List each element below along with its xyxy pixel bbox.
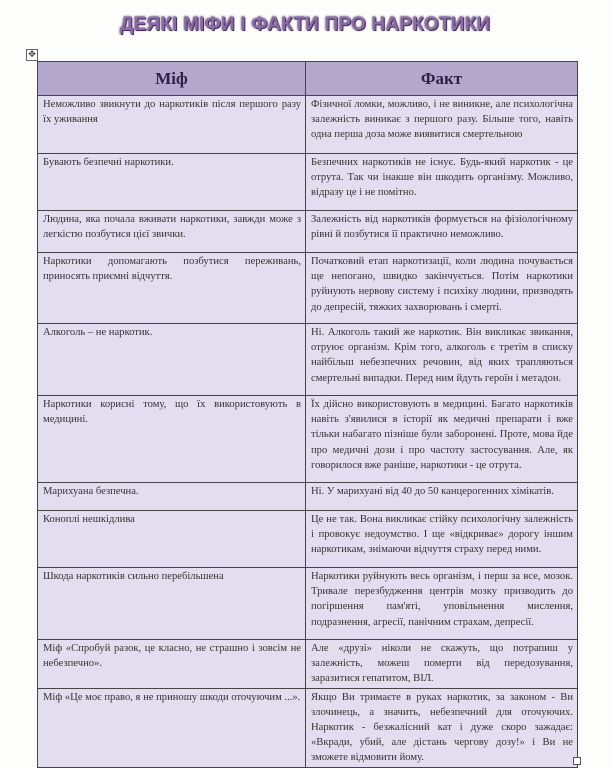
myth-cell: Коноплі нешкідлива: [38, 511, 306, 568]
move-cross-icon[interactable]: ✥: [26, 49, 38, 61]
fact-cell: Початковий етап наркотизації, коли людина почувається ще непогано, швидко закінчується. Потім наркотики руйнують нервову систему і психіку людини, призводять до депресій, тяжких захворювань і смерті.: [306, 253, 578, 324]
resize-square-icon[interactable]: [573, 757, 581, 765]
fact-cell: Їх дійсно використовують в медицині. Багато наркотиків навіть з'явилися в історії як медичні препарати і вже тільки набагато пізніше були заборонені. Проте, мова йде про медичні дози і про частоту застосування. Але, як говорилося вже раніше, наркотики - це отрута.: [306, 396, 578, 483]
myth-cell: Бувають безпечні наркотики.: [38, 154, 306, 211]
table-header-row: [38, 62, 578, 96]
table-row: [38, 483, 578, 511]
myth-cell: Міф «Спробуй разок, це класно, не страшно і зовсім не небезпечно».: [38, 640, 306, 689]
fact-cell: Якщо Ви тримаєте в руках наркотик, за законом - Ви злочинець, а значить, небезпечний для оточуючих. Наркотик - безжалісний кат і дуже скоро зажадає: «Вкради, убий, але дістань чергову дозу!» і Ви не зможете відмовити йому.: [306, 688, 578, 767]
table-row: [38, 396, 578, 483]
myth-cell: Міф «Це моє право, я не приношу шкоди оточуючим ...».: [38, 688, 306, 767]
table-row: [38, 96, 578, 154]
myth-cell: Наркотики корисні тому, що їх використовують в медицині.: [38, 396, 306, 483]
table-row: [38, 211, 578, 253]
myth-cell: Наркотики допомагають позбутися переживань, приносять приємні відчуття.: [38, 253, 306, 324]
header-myth: Міф: [38, 62, 306, 96]
fact-cell: Безпечних наркотиків не існує. Будь-який наркотик - це отрута. Так чи інакше він шкодить організму. Можливо, відразу це і не помітно.: [306, 154, 578, 211]
page-title: ДЕЯКІ МІФИ І ФАКТИ ПРО НАРКОТИКИ: [119, 14, 491, 35]
myths-facts-table: [37, 61, 578, 768]
fact-cell: Фізичної ломки, можливо, і не виникне, але психологічна залежність виникає з першого разу. Більше того, навіть одна перша доза може виявитися смертельною: [306, 96, 578, 154]
table-row: [38, 688, 578, 767]
myth-cell: Людина, яка почала вживати наркотики, завжди може з легкістю позбутися цієї звички.: [38, 211, 306, 253]
table-row: [38, 253, 578, 324]
fact-cell: Наркотики руйнують весь організм, і перш за все, мозок. Тривале перезбудження центрів мозку призводить до погіршення пам'яті, уповільнення мислення, подразнення, агресії, панічним страхам, депресії.: [306, 568, 578, 640]
table-row: [38, 154, 578, 211]
myth-cell: Алкоголь – не наркотик.: [38, 324, 306, 396]
fact-cell: Залежність від наркотиків формується на фізіологічному рівні й позбутися її практично неможливо.: [306, 211, 578, 253]
myth-cell: Шкода наркотиків сильно перебільшена: [38, 568, 306, 640]
table-row: [38, 324, 578, 396]
table-row: [38, 511, 578, 568]
fact-cell: Ні. У марихуані від 40 до 50 канцерогенних хімікатів.: [306, 483, 578, 511]
fact-cell: Це не так. Вона викликає стійку психологічну залежність і провокує недоумство. І ще «відкриває» дорогу іншим наркотикам, знімаючи відчуття страху перед ними.: [306, 511, 578, 568]
fact-cell: Але «друзі» ніколи не скажуть, що потрапиш у залежність, можеш померти від передозування, заразитися гепатитом, ВІЛ.: [306, 640, 578, 689]
header-fact: Факт: [306, 62, 578, 96]
myth-cell: Марихуана безпечна.: [38, 483, 306, 511]
myth-cell: Неможливо звикнути до наркотиків після першого разу їх уживання: [38, 96, 306, 154]
table-row: [38, 568, 578, 640]
fact-cell: Ні. Алкоголь такий же наркотик. Він викликає звикання, отруює організм. Крім того, алкоголь є третім в списку найбільш небезпечних речовин, від яких трапляються смертельні випадки. Перед ним йдуть героїн і метадон.: [306, 324, 578, 396]
table-row: [38, 640, 578, 689]
